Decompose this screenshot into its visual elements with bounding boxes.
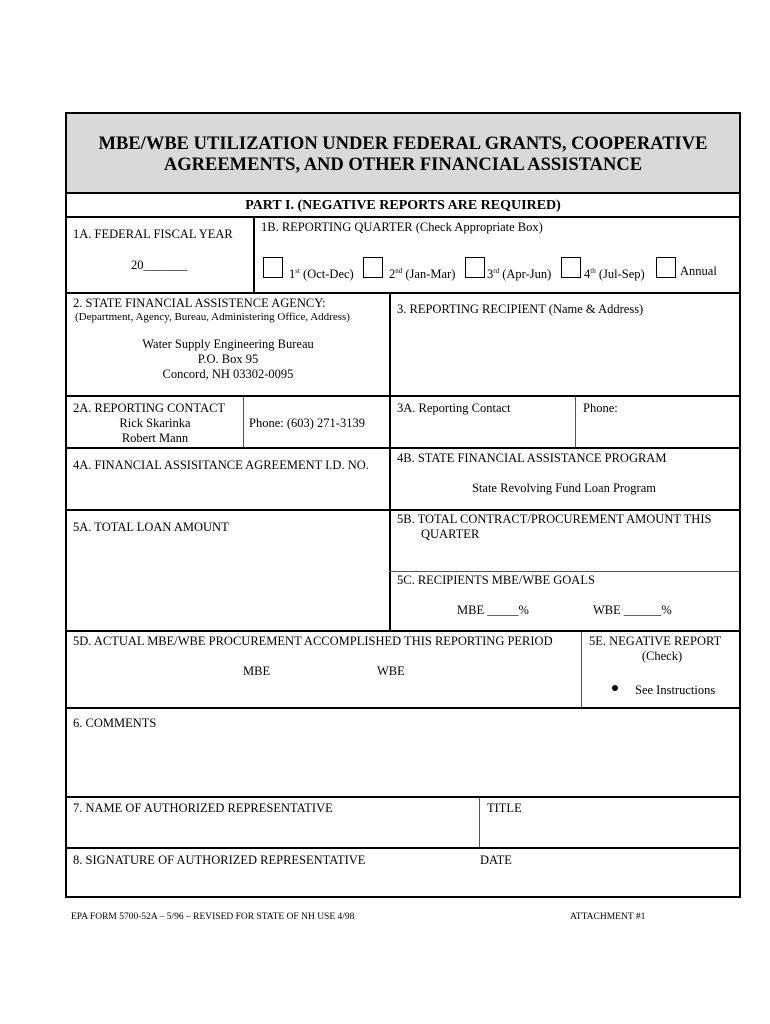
total-loan-label: 5A. TOTAL LOAN AMOUNT [73,520,229,534]
agreement-id-label: 4A. FINANCIAL ASSISITANCE AGREEMENT I.D. NO. [73,458,369,472]
fiscal-year-field[interactable]: 20_______ [131,258,188,272]
quarter2-checkbox[interactable] [363,257,383,278]
divider [479,798,480,847]
form-title-line1: MBE/WBE UTILIZATION UNDER FEDERAL GRANTS, COOPERATIVE [98,134,708,154]
agency-address-line2: P.O. Box 95 [197,352,259,366]
authorized-rep-signature-label: 8. SIGNATURE OF AUTHORIZED REPRESENTATIVE [73,853,366,867]
comments-label: 6. COMMENTS [73,716,157,730]
total-contract-label1: 5B. TOTAL CONTRACT/PROCUREMENT AMOUNT THIS [397,512,712,526]
divider [67,796,739,798]
footer-attachment: ATTACHMENT #1 [570,912,646,922]
mbe-wbe-form [65,112,741,898]
divider [581,632,582,707]
authorized-rep-name-label: 7. NAME OF AUTHORIZED REPRESENTATIVE [73,801,333,815]
contact-name2: Robert Mann [121,431,189,445]
reporting-contact-label: 2A. REPORTING CONTACT [73,401,226,415]
mbe-goal-field[interactable]: MBE _____% [457,603,529,617]
quarter4-label: 4th (Jul-Sep) [584,267,645,281]
footer-form-id: EPA FORM 5700-52A – 5/96 – REVISED FOR STATE OF NH USE 4/98 [71,912,355,922]
quarter4-checkbox[interactable] [561,257,581,278]
part-one-heading: PART I. (NEGATIVE REPORTS ARE REQUIRED) [67,194,739,218]
state-program-label: 4B. STATE FINANCIAL ASSISTANCE PROGRAM [397,451,667,465]
contact-name1: Rick Skarinka [119,416,191,430]
divider [67,395,739,397]
divider [67,447,739,449]
wbe-goal-field[interactable]: WBE ______% [593,603,672,617]
quarter3-checkbox[interactable] [465,257,485,278]
divider [67,630,739,632]
actual-procurement-label: 5D. ACTUAL MBE/WBE PROCUREMENT ACCOMPLISHED THIS REPORTING PERIOD [73,634,553,648]
quarter2-label: 2nd (Jan-Mar) [389,267,456,281]
negative-report-label: 5E. NEGATIVE REPORT [589,634,722,648]
annual-checkbox[interactable] [656,257,676,278]
state-agency-sublabel: (Department, Agency, Bureau, Administering Office, Address) [75,311,350,323]
divider [67,707,739,709]
fiscal-year-label: 1A. FEDERAL FISCAL YEAR [73,227,233,241]
actual-mbe-label: MBE [243,664,271,678]
reporting-recipient-label: 3. REPORTING RECIPIENT (Name & Address) [397,302,644,316]
date-label: DATE [480,853,512,867]
agency-address-line1: Water Supply Engineering Bureau [142,337,314,351]
state-program-value: State Revolving Fund Loan Program [471,481,656,495]
divider [253,216,255,292]
title-band [67,114,739,194]
divider [67,292,739,294]
recipient-contact-label: 3A. Reporting Contact [397,401,511,415]
divider [67,509,739,511]
actual-wbe-label: WBE [377,664,405,678]
divider [243,397,244,447]
state-agency-label: 2. STATE FINANCIAL ASSISTENCE AGENCY: [73,296,326,310]
divider [575,397,576,447]
quarter3-label: 3rd (Apr-Jun) [487,267,552,281]
bullet-icon [612,685,618,691]
title-label: TITLE [487,801,522,815]
recipient-goals-label: 5C. RECIPIENTS MBE/WBE GOALS [397,573,595,587]
recipient-phone-label: Phone: [583,401,618,415]
form-title-line2: AGREEMENTS, AND OTHER FINANCIAL ASSISTANCE [163,155,643,175]
annual-label: Annual [680,264,717,278]
agency-address-line3: Concord, NH 03302-0095 [162,367,294,381]
contact-phone: Phone: (603) 271-3139 [249,416,365,430]
quarter1-label: 1st (Oct-Dec) [289,267,354,281]
divider [67,847,739,849]
negative-report-check-label: (Check) [641,649,683,663]
divider [389,294,391,395]
see-instructions-text: See Instructions [635,683,716,697]
total-contract-label2: QUARTER [421,527,480,541]
divider [389,571,739,572]
reporting-quarter-label: 1B. REPORTING QUARTER (Check Appropriate Box) [261,220,543,234]
quarter1-checkbox[interactable] [263,257,283,278]
